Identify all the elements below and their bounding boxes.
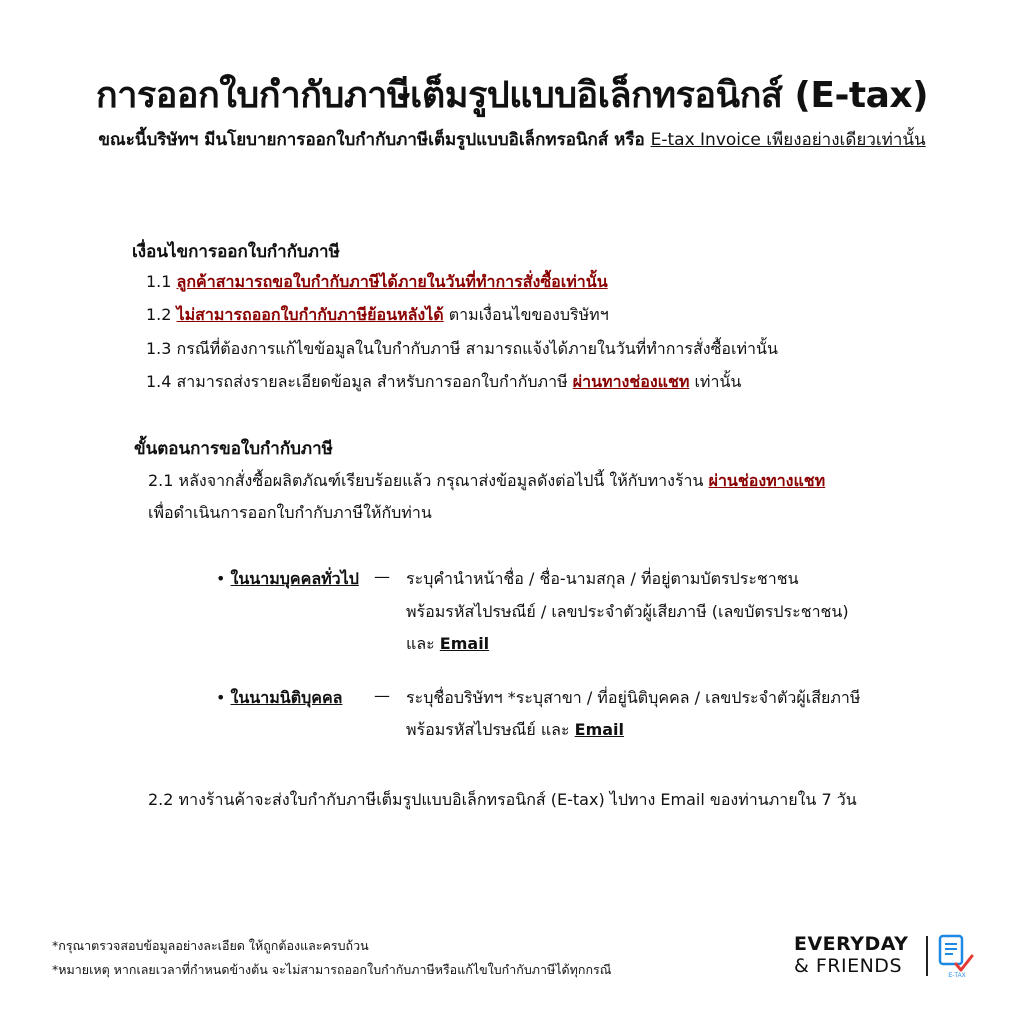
brand-name-line-2: & FRIENDS (794, 955, 902, 977)
footer-note-2: *หมายเหตุ หากเลยเวลาที่กำหนดข้างต้น จะไม่สามารถออกใบกำกับภาษีหรือแก้ไขใบกำกับภาษีได้ทุกกรณี (52, 962, 612, 977)
subtitle-etax-invoice: E-tax Invoice เพียงอย่างเดียวเท่านั้น (650, 130, 926, 150)
individual-dash: — (374, 567, 390, 586)
condition-num: 1.4 (146, 372, 177, 391)
step-text: 2.1 หลังจากสั่งซื้อผลิตภัณฑ์เรียบร้อยแล้ว กรุณาส่งข้อมูลดังต่อไปนี้ ให้กับทางร้าน (148, 471, 709, 490)
individual-line-2: พร้อมรหัสไปรษณีย์ / เลขประจำตัวผู้เสียภาษี (เลขบัตรประชาชน) (406, 602, 849, 621)
condition-item-1 (146, 270, 608, 295)
condition-num: 1.2 (146, 305, 177, 324)
conditions-heading: เงื่อนไขการออกใบกำกับภาษี (132, 242, 340, 262)
individual-label-text: ในนามบุคคลทั่วไป (230, 569, 359, 588)
brand-divider (926, 936, 928, 976)
individual-and: และ (406, 634, 440, 653)
logo-text: E-TAX (948, 973, 966, 979)
juristic-label-text: ในนามนิติบุคคล (230, 688, 343, 707)
juristic-email: Email (574, 720, 625, 739)
bullet: • (216, 688, 231, 707)
steps-heading: ขั้นตอนการขอใบกำกับภาษี (134, 439, 333, 459)
condition-num: 1.1 (146, 272, 177, 291)
individual-label (216, 567, 359, 592)
step-highlight: ผ่านช่องทางแชท (708, 471, 826, 490)
condition-text: กรณีที่ต้องการแก้ไขข้อมูลในใบกำกับภาษี สามารถแจ้งได้ภายในวันที่ทำการสั่งซื้อเท่านั้น (176, 339, 778, 358)
page-title: การออกใบกำกับภาษีเต็มรูปแบบอิเล็กทรอนิกส์ (E-tax) (95, 75, 929, 116)
juristic-dash: — (374, 686, 390, 705)
step-2-1-line-1 (148, 469, 825, 494)
step-2-1-line-2: เพื่อดำเนินการออกใบกำกับภาษีให้กับท่าน (148, 503, 432, 522)
condition-num: 1.3 (146, 339, 177, 358)
individual-line-3 (406, 632, 489, 657)
condition-item-2 (146, 303, 609, 328)
condition-rest: เท่านั้น (689, 372, 742, 391)
individual-line-1: ระบุคำนำหน้าชื่อ / ชื่อ-นามสกุล / ที่อยู่ตามบัตรประชาชน (406, 569, 799, 588)
footer-note-1: *กรุณาตรวจสอบข้อมูลอย่างละเอียด ให้ถูกต้องและครบถ้วน (52, 938, 369, 953)
juristic-line-1: ระบุชื่อบริษัทฯ *ระบุสาขา / ที่อยู่นิติบุคคล / เลขประจำตัวผู้เสียภาษี (406, 688, 861, 707)
bullet: • (216, 569, 231, 588)
page-subtitle (0, 126, 1024, 153)
juristic-and: พร้อมรหัสไปรษณีย์ และ (406, 720, 575, 739)
juristic-line-2 (406, 718, 624, 743)
condition-text: สามารถส่งรายละเอียดข้อมูล สำหรับการออกใบกำกับภาษี (176, 372, 573, 391)
brand-name-line-1: EVERYDAY (794, 933, 909, 955)
individual-email: Email (439, 634, 490, 653)
condition-item-3 (146, 337, 778, 362)
condition-highlight: ผ่านทางช่องแชท (572, 372, 690, 391)
subtitle-prefix: ขณะนี้บริษัทฯ มีนโยบายการออกใบกำกับภาษีเต็มรูปแบบอิเล็กทรอนิกส์ หรือ (98, 130, 651, 150)
condition-highlight: ไม่สามารถออกใบกำกับภาษีย้อนหลังได้ (176, 305, 444, 324)
step-2-2: 2.2 ทางร้านค้าจะส่งใบกำกับภาษีเต็มรูปแบบอิเล็กทรอนิกส์ (E-tax) ไปทาง Email ของท่านภายใน 7 วัน (148, 790, 857, 809)
etax-invoice-logo-icon (934, 934, 980, 980)
condition-item-4 (146, 370, 741, 395)
condition-rest: ตามเงื่อนไขของบริษัทฯ (443, 305, 609, 324)
juristic-label (216, 686, 342, 711)
condition-highlight: ลูกค้าสามารถขอใบกำกับภาษีได้ภายในวันที่ทำการสั่งซื้อเท่านั้น (176, 272, 608, 291)
